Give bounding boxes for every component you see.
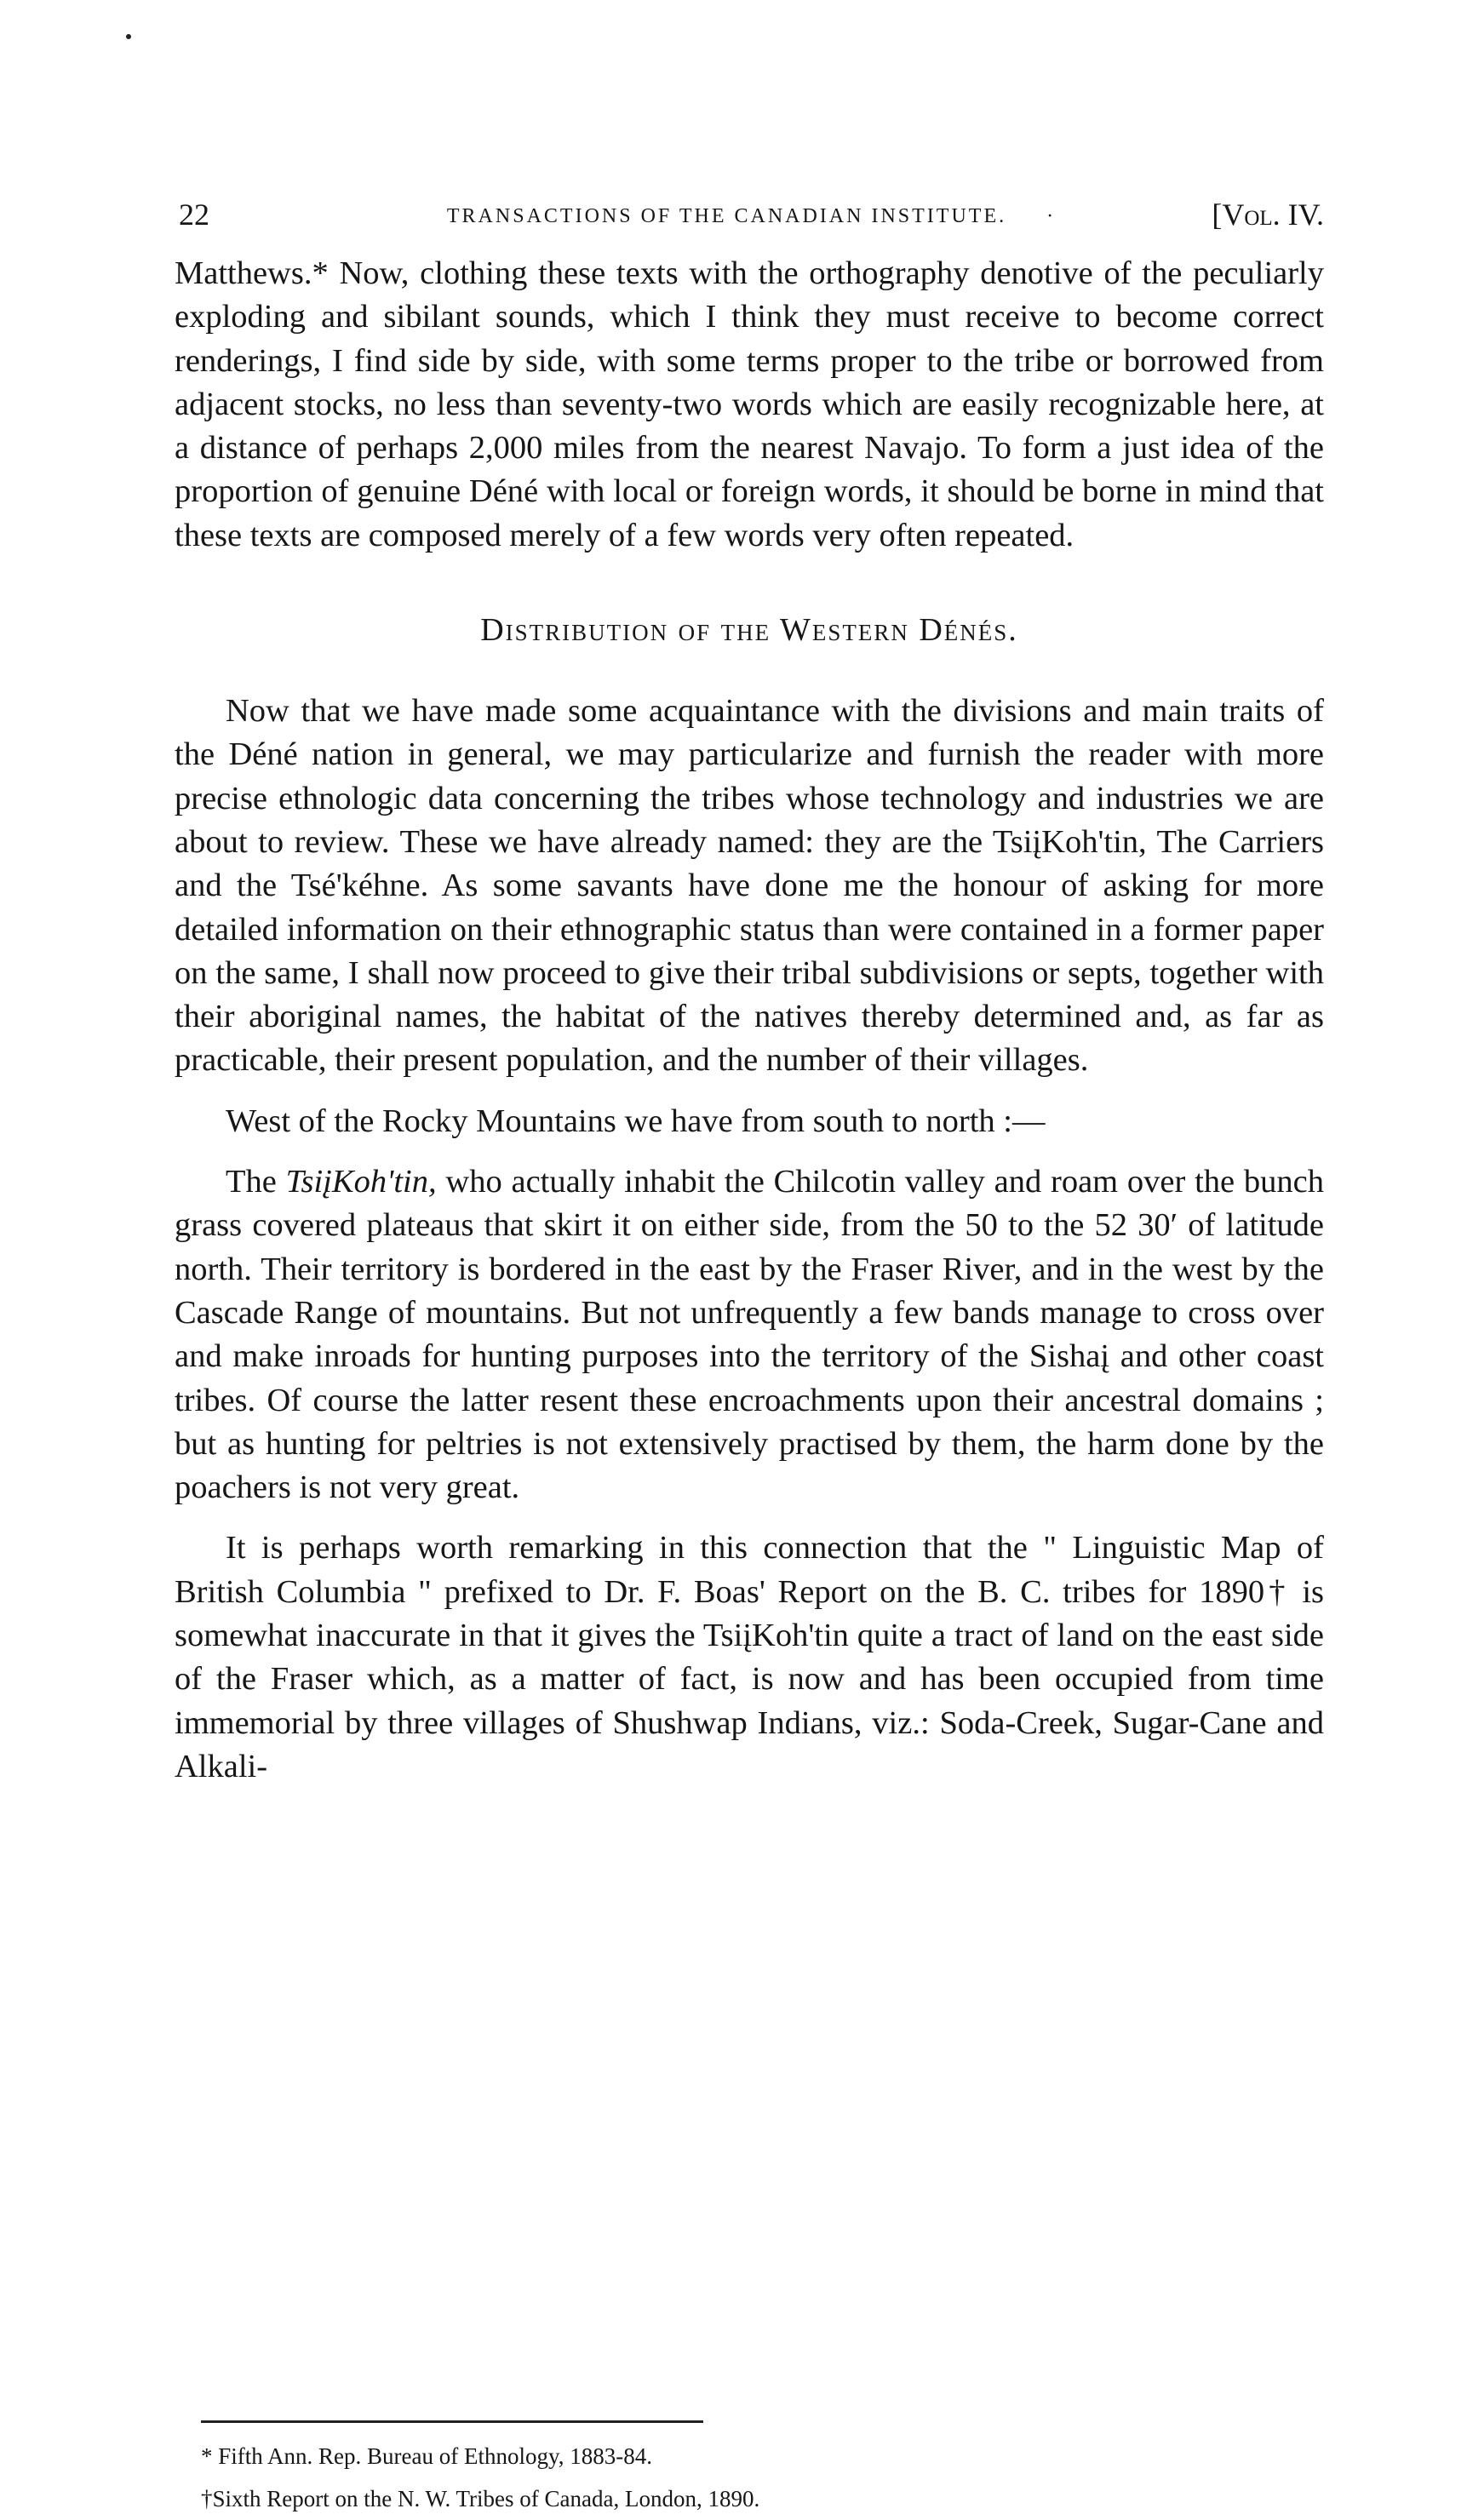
paragraph (175, 1160, 1324, 1509)
footnote: * Fifth Ann. Rep. Bureau of Ethnology, 1883-84. (201, 2443, 652, 2469)
paragraph: Matthews.* Now, clothing these texts with the orthography denotive of the peculiarly exploding and sibilant sounds, which I think they must receive to become correct renderings, I find side by side, with some terms proper to the tribe or borrowed from adjacent stocks, no less than seventy-two words which are easily recognizable here, at a distance of perhaps 2,000 miles from the nearest Navajo. To form a just idea of the proportion of genuine Déné with local or foreign words, it should be borne in mind that these texts are composed merely of a few words very often repeated. (175, 255, 1324, 553)
journal-title (179, 199, 1324, 233)
paragraph: West of the Rocky Mountains we have from south to north :— (226, 1102, 1046, 1139)
running-head (179, 198, 1324, 232)
paragraph: It is perhaps worth remarking in this connection that the " Linguistic Map of British Columbia " prefixed to Dr. F. Boas' Report on the B. C. tribes for 1890† is somewhat inaccurate in that it gives the TsiįKoh'tin quite a tract of land on the east side of the Fraser which, as a matter of fact, is now and has been occupied from time immemorial by three villages of Shushwap Indians, viz.: Soda-Creek, Sugar-Cane and Alkali- (175, 1530, 1324, 1784)
page-number: 22 (179, 198, 209, 232)
journal-title-text: TRANSACTIONS OF THE CANADIAN INSTITUTE. (446, 205, 1007, 227)
section-heading: Distribution of the Western Dénés. (480, 612, 1018, 649)
ink-speck (126, 34, 131, 39)
footnotes (201, 2435, 1308, 2520)
title-separator: · (1046, 205, 1057, 227)
body-text (175, 252, 1324, 1789)
footnote-rule (201, 2420, 703, 2423)
paragraph-prefix: The (226, 1164, 286, 1200)
volume-label: [Vol. IV. (1212, 198, 1324, 232)
footnote: †Sixth Report on the N. W. Tribes of Canada, London, 1890. (201, 2486, 760, 2511)
paragraph-text: who actually inhabit the Chilcotin valley and roam over the bunch grass covered plateaus that skirt it on either side, from the 50 to the 52 30′ of latitude north. Their territory is bordered in the east by the Fraser River, and in the west by the Cascade Range of mountains. But not unfrequently a few bands manage to cross over and make inroads for hunting purposes into the territory of the Sishaį and other coast tribes. Of course the latter resent these encroachments upon their ancestral domains ; but as hunting for peltries is not extensively practised by them, the harm done by the poachers is not very great. (175, 1164, 1325, 1506)
paragraph: Now that we have made some acquaintance with the divisions and main traits of the Déné nation in general, we may particularize and furnish the reader with more precise ethnologic data concerning the tribes whose technology and industries we are about to review. These we have already named: they are the TsiįKoh'tin, The Carriers and the Tsé'kéhne. As some savants have done me the honour of asking for more detailed information on their ethnographic status than were contained in a former paper on the same, I shall now proceed to give their tribal subdivisions or septs, together with their aboriginal names, the habitat of the natives thereby determined and, as far as practicable, their present population, and the number of their villages. (175, 693, 1324, 1079)
tribe-name: TsiįKoh'tin, (285, 1164, 437, 1200)
